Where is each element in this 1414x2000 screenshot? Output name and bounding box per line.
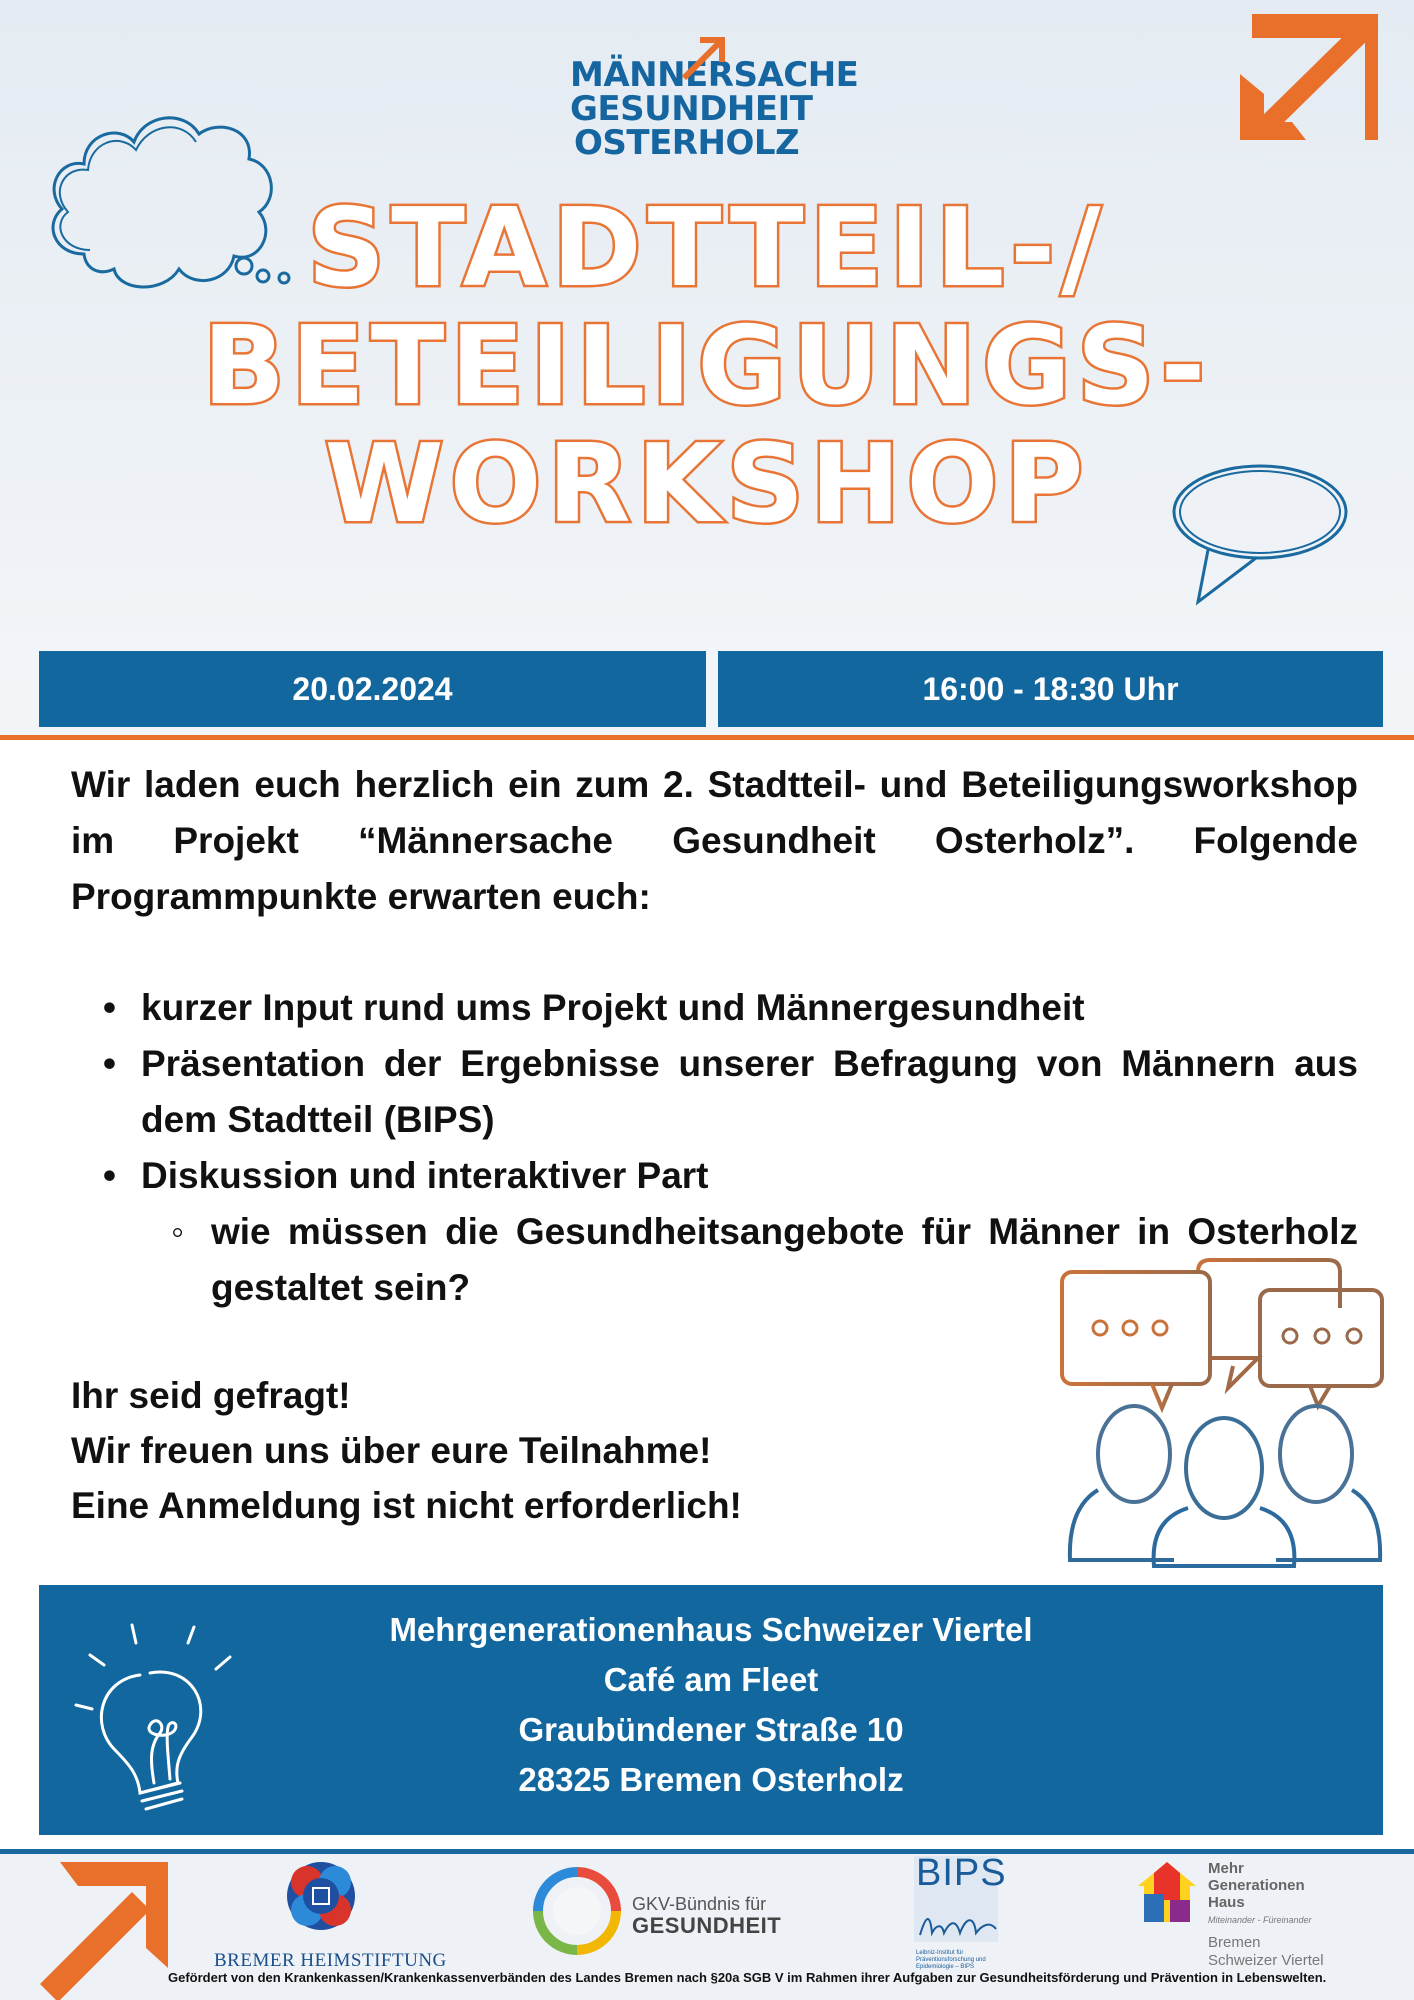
mgh-line-2: Generationen — [1208, 1877, 1305, 1894]
venue-address — [39, 1605, 1383, 1805]
mgh-city-2: Schweizer Viertel — [1208, 1952, 1324, 1969]
gkv-buendnis-text — [632, 1893, 781, 1937]
project-logo — [560, 55, 880, 163]
mgh-line-3: Haus — [1208, 1894, 1245, 1911]
title-line-2: BETEILIGUNGS- — [202, 304, 1212, 429]
program-item: • kurzer Input rund ums Projekt und Männergesundheit — [141, 980, 1358, 1036]
gkv-line-2: GESUNDHEIT — [632, 1913, 782, 1938]
mgh-location — [1208, 1934, 1324, 1970]
event-date: 20.02.2024 — [39, 651, 706, 727]
arrow-up-right-icon — [40, 1862, 168, 2000]
title-line-3: WORKSHOP — [324, 422, 1090, 547]
mgh-city-1: Bremen — [1208, 1934, 1261, 1951]
venue-room: Café am Fleet — [603, 1661, 819, 1698]
mgh-line-1: Mehr — [1208, 1860, 1244, 1877]
mgh-tagline: Miteinander - Füreinander — [1208, 1915, 1312, 1925]
program-subitem: ◦ wie müssen die Gesundheitsangebote für Männer in Osterholz gestaltet sein? — [211, 1204, 1358, 1316]
logo-line-2: GESUNDHEIT — [570, 89, 813, 129]
event-time: 16:00 - 18:30 Uhr — [718, 651, 1383, 727]
gkv-line-1: GKV-Bündnis für — [632, 1894, 767, 1914]
funding-note: Gefördert von den Krankenkassen/Krankenkassenverbänden des Landes Bremen nach §20a SGB V im Rahmen ihrer Aufgaben zur Gesundheitsförderung und Prävention in Lebenswelten. — [168, 1970, 1327, 1985]
house-logo-icon — [1136, 1860, 1198, 1924]
venue-name: Mehrgenerationenhaus Schweizer Viertel — [389, 1611, 1033, 1648]
arrow-up-right-icon — [678, 34, 728, 82]
closing-line-1: Ihr seid gefragt! — [71, 1375, 351, 1416]
mgh-title — [1208, 1860, 1305, 1911]
logo-line-3: OSTERHOLZ — [574, 123, 800, 163]
closing-line-2: Wir freuen uns über eure Teilnahme! — [71, 1430, 712, 1471]
arrow-down-left-icon — [1240, 14, 1378, 140]
bremer-heimstiftung-name: BREMER HEIMSTIFTUNG — [214, 1950, 447, 1971]
title-line-1: STADTTEIL-/ — [307, 186, 1107, 311]
gkv-buendnis-logo — [532, 1866, 622, 1956]
bremer-heimstiftung-logo — [283, 1858, 359, 1934]
logo-line-1: MÄNNERSACHE — [570, 55, 859, 95]
closing-text — [71, 1368, 742, 1533]
page-title — [0, 186, 1414, 547]
venue-street: Graubündener Straße 10 — [518, 1711, 904, 1748]
program-item: • Präsentation der Ergebnisse unserer Befragung von Männern aus dem Stadtteil (BIPS) — [141, 1036, 1358, 1148]
people-discussion-icon — [1058, 1258, 1388, 1568]
intro-paragraph: Wir laden euch herzlich ein zum 2. Stadtteil- und Beteiligungsworkshop im Projekt “Männersache Gesundheit Osterholz”. Folgende Programmpunkte erwarten euch: — [71, 764, 1358, 917]
bips-subtitle: Leibniz-Institut für Präventionsforschung und Epidemiologie – BIPS — [916, 1950, 986, 1970]
venue-city: 28325 Bremen Osterholz — [518, 1761, 904, 1798]
program-item-label: Diskussion und interaktiver Part — [141, 1155, 709, 1196]
bips-logo-text: BIPS — [916, 1852, 1007, 1894]
leibniz-signature-icon — [916, 1905, 1000, 1945]
closing-line-3: Eine Anmeldung ist nicht erforderlich! — [71, 1485, 742, 1526]
